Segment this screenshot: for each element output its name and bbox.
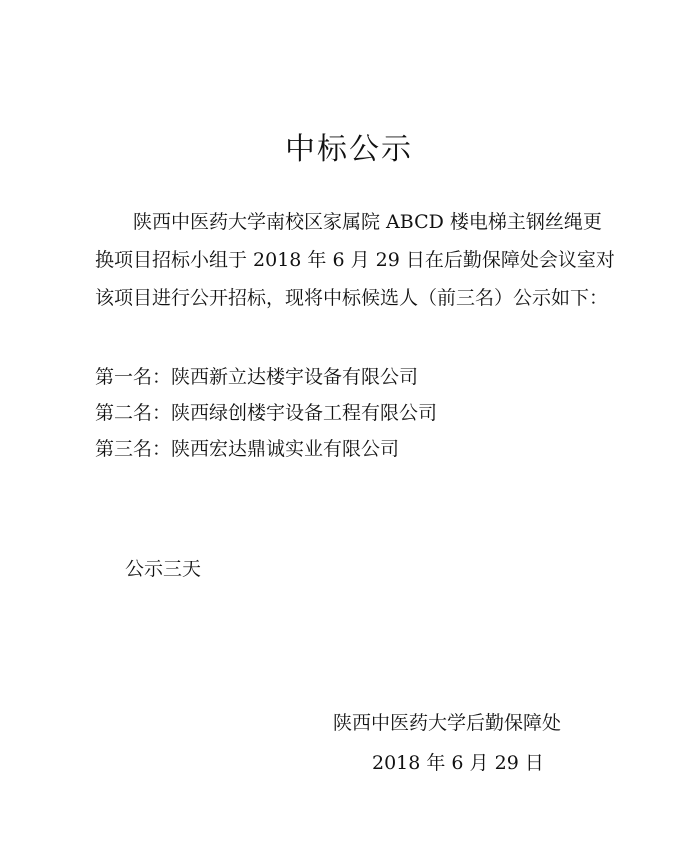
signature-date: 2018 年 6 月 29 日 — [372, 752, 544, 774]
page-title: 中标公示 — [285, 132, 413, 167]
winner-row-1 — [95, 359, 437, 395]
winner-company: 陕西绿创楼宇设备工程有限公司 — [171, 402, 438, 424]
winner-list — [95, 359, 437, 467]
notice-period: 公示三天 — [125, 558, 202, 580]
signature-organization: 陕西中医药大学后勤保障处 — [333, 712, 562, 734]
winner-row-2 — [95, 395, 437, 431]
winner-company: 陕西宏达鼎诚实业有限公司 — [171, 438, 400, 460]
winner-row-3 — [95, 431, 437, 467]
winner-rank: 第一名： — [95, 366, 172, 388]
announcement-paragraph: 陕西中医药大学南校区家属院 ABCD 楼电梯主钢丝绳更换项目招标小组于 2018 年 6 月 29 日在后勤保障处会议室对该项目进行公开招标，现将中标候选人（前三名）公示如下： — [95, 211, 615, 309]
winner-company: 陕西新立达楼宇设备有限公司 — [171, 366, 419, 388]
winner-rank: 第二名： — [95, 402, 172, 424]
winner-rank: 第三名： — [95, 438, 172, 460]
